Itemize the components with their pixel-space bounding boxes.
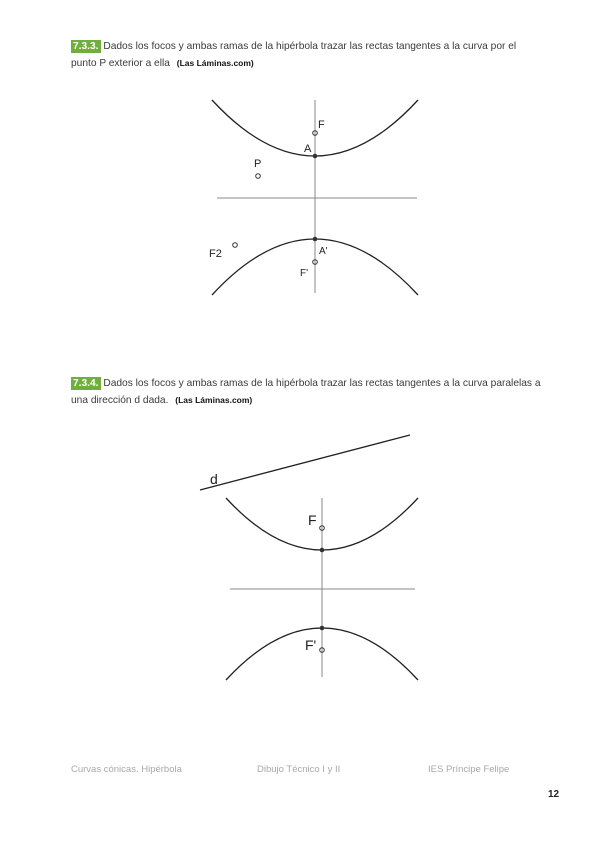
label-f-prime: F' <box>300 268 309 279</box>
label-f: F <box>318 119 325 131</box>
label-f-prime: F' <box>305 637 317 653</box>
exercise-source: (Las Láminas.com) <box>176 58 254 68</box>
direction-line-d <box>200 435 410 490</box>
vertex-point-2 <box>320 626 325 631</box>
footer-left: Curvas cónicas. Hipérbola <box>71 764 182 775</box>
exercise-text: Dados los focos y ambas ramas de la hipérbola trazar las rectas tangentes a la curva por el punto P exterior a ella <box>71 41 517 69</box>
footer-center: Dibujo Técnico I y II <box>257 764 341 775</box>
label-d: d <box>210 471 218 487</box>
vertex-point-2 <box>313 237 318 242</box>
figure-hyperbola-tangents-parallel <box>200 435 418 680</box>
label-a-prime: A' <box>319 246 328 257</box>
figure-hyperbola-tangents-from-point <box>209 100 418 295</box>
label-f2: F2 <box>209 248 222 260</box>
exterior-point <box>256 174 261 179</box>
exercise-source: (Las Láminas.com) <box>175 395 253 405</box>
footer-right: IES Príncipe Felipe <box>428 764 510 775</box>
vertex-point <box>320 548 325 553</box>
label-p: P <box>254 158 262 170</box>
focus-point-2 <box>233 243 238 248</box>
exercise-text: Dados los focos y ambas ramas de la hipérbola trazar las rectas tangentes a la curva paralelas a una dirección d dada. <box>71 378 541 406</box>
label-f: F <box>308 512 317 528</box>
exercise-number: 7.3.3. <box>73 41 99 52</box>
exercise-number: 7.3.4. <box>73 378 99 389</box>
page-number: 12 <box>548 789 560 800</box>
vertex-point <box>313 154 318 159</box>
label-a: A <box>304 143 312 155</box>
